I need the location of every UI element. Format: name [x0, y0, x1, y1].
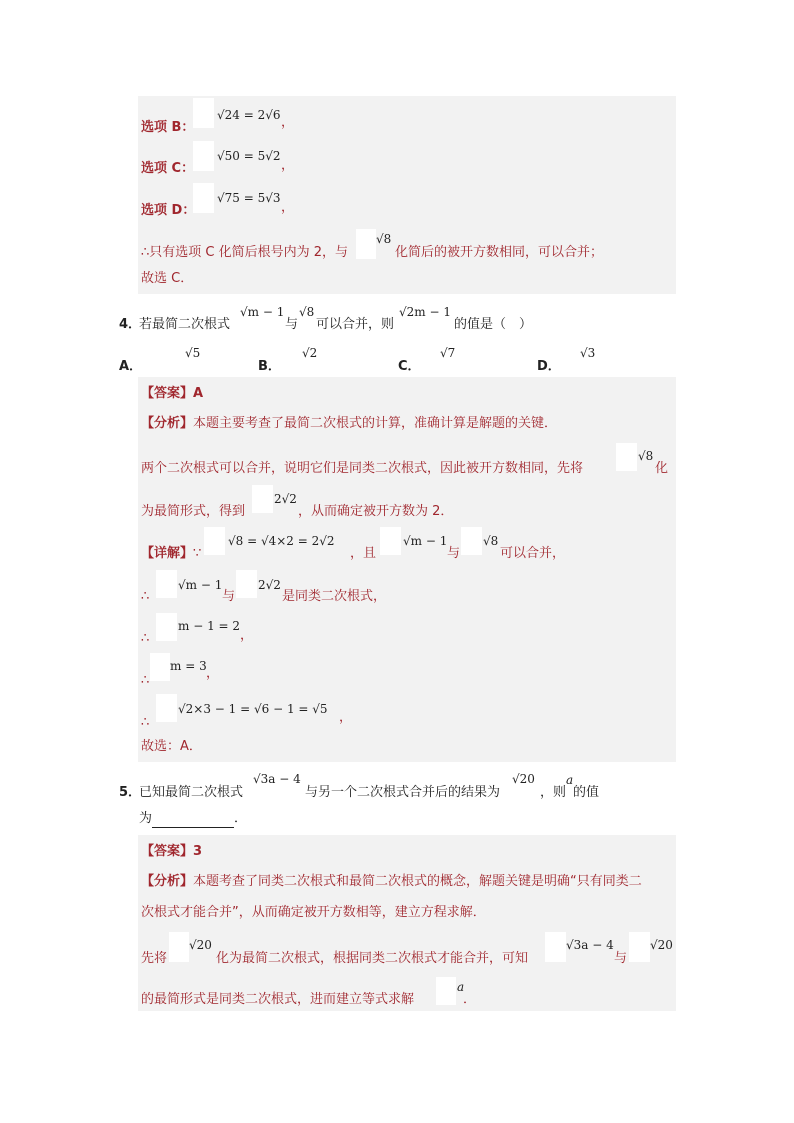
detail-math: m − 1 = 2 [178, 619, 241, 633]
option-label[interactable]: C． [398, 359, 421, 374]
conclusion-text: ∴只有选项 C 化简后根号内为 2，与 [141, 245, 349, 260]
paragraph-math: 2√2 [274, 492, 297, 506]
detail-math: 2√2 [258, 578, 281, 592]
question-radical: √m − 1 [240, 305, 285, 319]
option-label[interactable]: D． [537, 359, 561, 374]
option-label[interactable]: A． [119, 359, 143, 374]
option-value[interactable]: √7 [440, 346, 456, 360]
math-box [629, 932, 650, 962]
math-box [616, 443, 637, 471]
paragraph-variable: a [457, 980, 465, 994]
question-variable: a [566, 773, 574, 787]
analysis-line: 【分析】本题主要考查了最简二次根式的计算，准确计算是解题的关键． [141, 416, 558, 431]
option-c-label: 选项 C： [141, 161, 195, 176]
math-box [193, 98, 214, 128]
question-number: 5． [119, 785, 142, 800]
question-text: 可以合并，则 [316, 317, 395, 332]
option-c-math: √50 = 5√2 [217, 149, 281, 163]
detail-text: 与 [447, 546, 461, 561]
comma: ， [281, 200, 295, 215]
paragraph-text: 与 [614, 951, 628, 966]
comma: ， [240, 628, 254, 643]
question-radical: √3a − 4 [253, 772, 301, 786]
option-b-label: 选项 B： [141, 120, 195, 135]
option-value[interactable]: √2 [302, 346, 318, 360]
detail-line: 【详解】∵ [141, 546, 202, 561]
detail-text: 可以合并， [500, 546, 566, 561]
answer-tag: 【答案】3 [141, 844, 203, 859]
math-box [436, 977, 456, 1005]
therefore-symbol: ∴ [141, 589, 150, 604]
math-box [156, 613, 177, 641]
option-d-math: √75 = 5√3 [217, 191, 281, 205]
math-box [252, 485, 273, 513]
question-text: 的值是（ ） [454, 317, 533, 332]
comma: ， [281, 115, 295, 130]
option-d-label: 选项 D： [141, 203, 196, 218]
paragraph-text: 先将 [141, 951, 168, 966]
analysis-line: 次根式才能合并”，从而确定被开方数相等，建立方程求解． [141, 905, 486, 920]
conclusion-math: √8 [376, 232, 392, 246]
option-value[interactable]: √5 [185, 346, 201, 360]
math-box [156, 570, 177, 598]
comma: ， [339, 710, 353, 725]
paragraph-text: 为最简形式，得到 [141, 504, 246, 519]
comma: ， [281, 158, 295, 173]
therefore-symbol: ∴ [141, 631, 150, 646]
answer-blank[interactable] [152, 813, 234, 828]
detail-text: ，且 [350, 546, 377, 561]
question-text: 与 [285, 317, 299, 332]
math-box [461, 527, 482, 555]
question-radical: √2m − 1 [399, 305, 451, 319]
paragraph-math: √20 [650, 938, 673, 952]
question-text: 的值 [573, 785, 600, 800]
choose-text: 故选 C． [141, 271, 194, 286]
question-text: 若最简二次根式 [139, 317, 231, 332]
detail-math: √m − 1 [403, 534, 448, 548]
detail-text: 与 [222, 589, 236, 604]
question-radical: √20 [512, 772, 535, 786]
paragraph-text: 化为最简二次根式，根据同类二次根式才能合并，可知 [216, 951, 529, 966]
detail-math: √8 = √4×2 = 2√2 [228, 534, 335, 548]
paragraph-text: ，从而确定被开方数为 2． [298, 504, 454, 519]
detail-math: √2×3 − 1 = √6 − 1 = √5 [178, 702, 328, 716]
math-box [156, 694, 177, 722]
paragraph-text: 化 [655, 461, 669, 476]
math-box [236, 570, 257, 598]
question-text: 已知最简二次根式 [139, 785, 244, 800]
math-box [193, 183, 214, 213]
math-box [169, 932, 189, 962]
math-box [150, 653, 170, 681]
paragraph-text: 的最简形式是同类二次根式，进而建立等式求解 [141, 992, 415, 1007]
choose-text: 故选：A． [141, 739, 202, 754]
comma: ， [206, 666, 220, 681]
math-box [380, 527, 401, 555]
question-number: 4． [119, 317, 142, 332]
conclusion-text-b: 化简后的被开方数相同，可以合并； [395, 245, 604, 260]
paragraph-math: √20 [189, 938, 212, 952]
option-b-math: √24 = 2√6 [217, 108, 281, 122]
paragraph-math: √8 [638, 449, 654, 463]
question-text: 为 ． [139, 811, 248, 826]
option-label[interactable]: B． [258, 359, 281, 374]
therefore-symbol: ∴ [141, 673, 150, 688]
detail-math: √m − 1 [178, 578, 223, 592]
paragraph-text: ． [463, 992, 477, 1007]
paragraph-text: 两个二次根式可以合并，说明它们是同类二次根式，因此被开方数相同，先将 [141, 461, 584, 476]
answer-tag: 【答案】A [141, 386, 204, 401]
question-radical: √8 [299, 305, 315, 319]
math-box [356, 229, 376, 259]
analysis-line: 【分析】本题考查了同类二次根式和最简二次根式的概念，解题关键是明确“只有同类二 [141, 874, 642, 889]
therefore-symbol: ∴ [141, 715, 150, 730]
math-box [193, 141, 214, 171]
detail-text: 是同类二次根式， [282, 589, 387, 604]
math-box [204, 527, 225, 555]
detail-math: m = 3 [170, 659, 207, 673]
detail-math: √8 [483, 534, 499, 548]
question-text: ，则 [540, 785, 567, 800]
math-box [545, 932, 566, 962]
solution-panel-q5 [138, 835, 676, 1011]
question-text: 与另一个二次根式合并后的结果为 [305, 785, 501, 800]
paragraph-math: √3a − 4 [566, 938, 614, 952]
option-value[interactable]: √3 [580, 346, 596, 360]
